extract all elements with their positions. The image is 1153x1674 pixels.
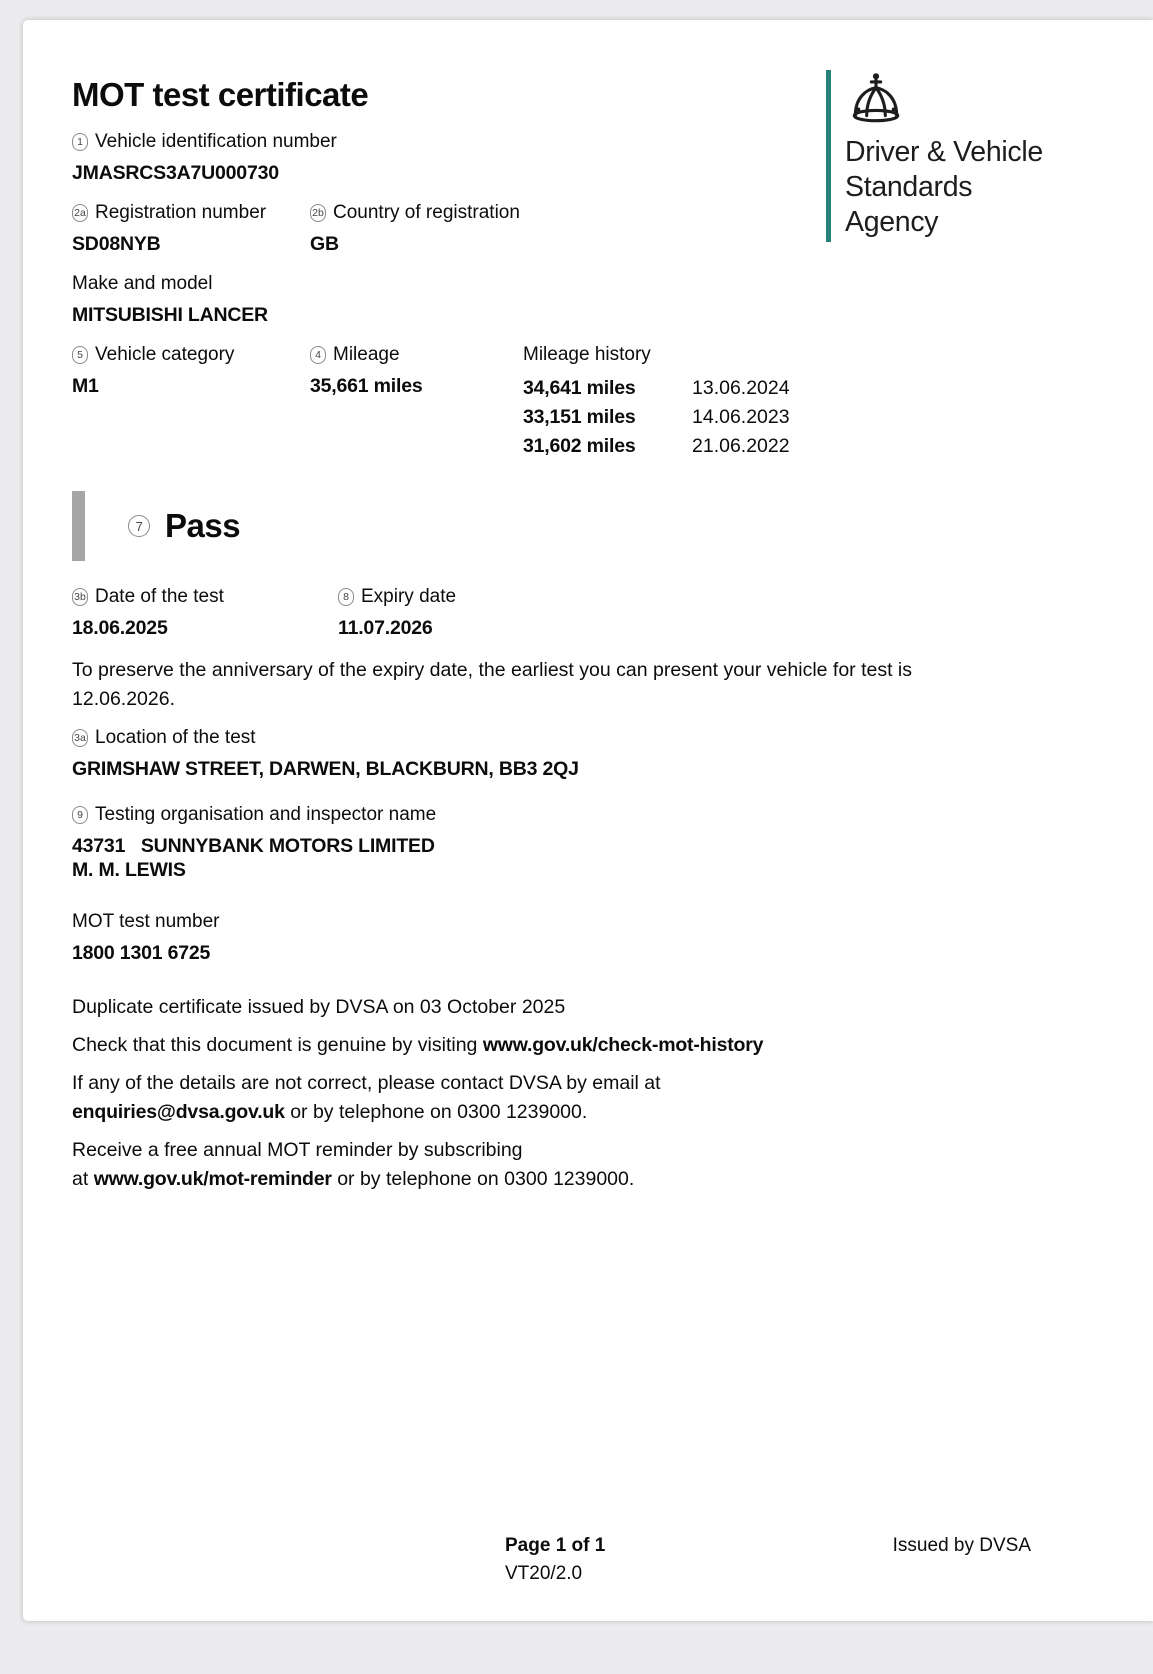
history-miles: 34,641 miles — [523, 377, 636, 399]
inspector-name-value: M. M. LEWIS — [72, 859, 186, 881]
contact-note: If any of the details are not correct, please contact DVSA by email at enquiries@dvsa.gov.uk or by telephone on 0300 1239000. — [72, 1072, 661, 1123]
mileage-history-row — [523, 432, 790, 461]
result-value: Pass — [165, 507, 241, 544]
mileage-label: Mileage — [333, 344, 400, 365]
mileage-value: 35,661 miles — [310, 375, 423, 397]
history-date: 13.06.2024 — [692, 377, 790, 399]
numbered-marker: 5 — [72, 346, 88, 364]
page-number: Page 1 of 1 — [505, 1535, 606, 1556]
form-code: VT20/2.0 — [505, 1563, 583, 1584]
issued-by: Issued by DVSA — [892, 1535, 1031, 1556]
dvsa-agency-name: Driver & Vehicle Standards Agency — [845, 136, 1043, 238]
field-test-date — [72, 585, 338, 640]
anniversary-note: To preserve the anniversary of the expiry date, the earliest you can present your vehicle for test is 12.06.2026. — [72, 659, 913, 710]
field-mileage — [310, 343, 523, 461]
numbered-marker: 2a — [72, 204, 88, 222]
country-label: Country of registration — [333, 202, 520, 223]
field-vin — [72, 130, 1093, 185]
location-label: Location of the test — [95, 727, 256, 748]
numbered-marker: 1 — [72, 133, 88, 151]
test-date-label: Date of the test — [95, 586, 224, 607]
field-registration — [72, 201, 310, 256]
test-number-label: MOT test number — [72, 911, 220, 932]
reminder-note: Receive a free annual MOT reminder by subscribing at www.gov.uk/mot-reminder or by telephone on 0300 1239000. — [72, 1139, 635, 1190]
mileage-history — [523, 343, 790, 461]
category-label: Vehicle category — [95, 344, 235, 365]
expiry-date-value: 11.07.2026 — [338, 617, 433, 639]
numbered-marker: 2b — [310, 204, 326, 222]
organisation-value: 43731 SUNNYBANK MOTORS LIMITED — [72, 835, 435, 857]
test-number-value: 1800 1301 6725 — [72, 942, 211, 964]
duplicate-note: Duplicate certificate issued by DVSA on 03 October 2025 — [72, 996, 566, 1018]
field-location — [72, 726, 1093, 781]
field-category — [72, 343, 310, 461]
numbered-marker: 3a — [72, 729, 88, 747]
numbered-marker: 4 — [310, 346, 326, 364]
mileage-history-label: Mileage history — [523, 344, 651, 365]
organisation-label: Testing organisation and inspector name — [95, 804, 437, 825]
registration-value: SD08NYB — [72, 233, 161, 255]
vin-value: JMASRCS3A7U000730 — [72, 162, 279, 184]
vin-label: Vehicle identification number — [95, 131, 337, 152]
history-date: 21.06.2022 — [692, 435, 790, 457]
page-title: MOT test certificate — [72, 76, 369, 113]
numbered-marker: 3b — [72, 588, 88, 606]
numbered-marker: 7 — [128, 515, 150, 537]
history-miles: 31,602 miles — [523, 435, 636, 457]
category-value: M1 — [72, 375, 99, 397]
expiry-date-label: Expiry date — [361, 586, 457, 607]
numbered-marker: 9 — [72, 806, 88, 824]
make-model-label: Make and model — [72, 273, 213, 294]
field-organisation — [72, 803, 1093, 882]
mileage-history-row — [523, 403, 790, 432]
make-model-value: MITSUBISHI LANCER — [72, 304, 268, 326]
numbered-marker: 8 — [338, 588, 354, 606]
genuine-check-note: Check that this document is genuine by visiting www.gov.uk/check-mot-history — [72, 1034, 764, 1056]
result-status-bar — [72, 491, 85, 561]
location-value: GRIMSHAW STREET, DARWEN, BLACKBURN, BB3 2QJ — [72, 758, 579, 780]
field-make-model — [72, 272, 1093, 327]
test-result — [72, 491, 1093, 561]
field-expiry-date — [338, 585, 456, 640]
mileage-history-row — [523, 374, 790, 403]
history-miles: 33,151 miles — [523, 406, 636, 428]
country-value: GB — [310, 233, 339, 255]
field-country — [310, 201, 520, 256]
test-date-value: 18.06.2025 — [72, 617, 168, 639]
history-date: 14.06.2023 — [692, 406, 790, 428]
field-test-number — [72, 910, 1093, 965]
certificate-page — [23, 20, 1153, 1621]
registration-label: Registration number — [95, 202, 267, 223]
